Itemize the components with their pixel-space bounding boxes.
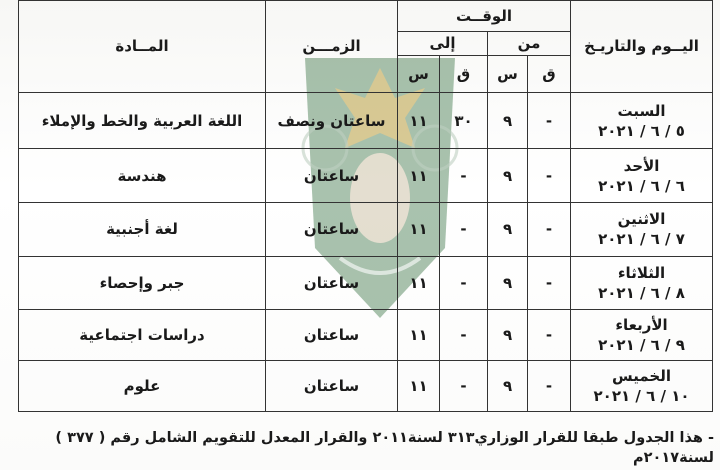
- to-minute-cell: -: [440, 256, 488, 309]
- duration-cell: ساعتان: [266, 256, 398, 309]
- to-minute-cell: -: [440, 203, 488, 256]
- to-minute-cell: ٣٠: [440, 92, 488, 148]
- from-minute-cell: -: [528, 309, 571, 360]
- to-hour-cell: ١١: [398, 256, 440, 309]
- duration-cell: ساعتان ونصف: [266, 92, 398, 148]
- to-hour-cell: ١١: [398, 360, 440, 411]
- duration-cell: ساعتان: [266, 203, 398, 256]
- header-subject: المــادة: [19, 1, 266, 93]
- footnote: - هذا الجدول طبقا للقرار الوزاري٣١٣ لسنة٢٠١١ والقرار المعدل للتقويم الشامل رقم ( ٣٧٧ ) لسنة٢٠١٧م: [55, 430, 714, 466]
- header-day-date: اليــوم والتاريـخ: [571, 1, 713, 93]
- header-from-hour: س: [488, 56, 528, 93]
- header-from: من: [488, 31, 571, 56]
- subject-cell: لغة أجنبية: [19, 203, 266, 256]
- header-duration: الزمـــن: [266, 1, 398, 93]
- from-hour-cell: ٩: [488, 92, 528, 148]
- table-row: [19, 309, 713, 360]
- subject-cell: علوم: [19, 360, 266, 411]
- to-hour-cell: ١١: [398, 149, 440, 203]
- day-date-cell: السبت ٥ / ٦ / ٢٠٢١: [571, 92, 713, 148]
- day-date-cell: الثلاثاء ٨ / ٦ / ٢٠٢١: [571, 256, 713, 309]
- day-date-cell: الأربعاء ٩ / ٦ / ٢٠٢١: [571, 309, 713, 360]
- header-to-hour: س: [398, 56, 440, 93]
- table-row: [19, 92, 713, 148]
- from-minute-cell: -: [528, 256, 571, 309]
- to-minute-cell: -: [440, 309, 488, 360]
- table-row: [19, 256, 713, 309]
- day-date-cell: الاثنين ٧ / ٦ / ٢٠٢١: [571, 203, 713, 256]
- from-hour-cell: ٩: [488, 149, 528, 203]
- from-minute-cell: -: [528, 149, 571, 203]
- from-hour-cell: ٩: [488, 256, 528, 309]
- header-to: إلى: [398, 31, 488, 56]
- subject-cell: اللغة العربية والخط والإملاء: [19, 92, 266, 148]
- from-minute-cell: -: [528, 203, 571, 256]
- duration-cell: ساعتان: [266, 149, 398, 203]
- from-hour-cell: ٩: [488, 360, 528, 411]
- subject-cell: دراسات اجتماعية: [19, 309, 266, 360]
- schedule-table: [18, 0, 713, 412]
- duration-cell: ساعتان: [266, 360, 398, 411]
- header-time: الوقــت: [398, 1, 571, 32]
- subject-cell: جبر وإحصاء: [19, 256, 266, 309]
- from-minute-cell: -: [528, 92, 571, 148]
- duration-cell: ساعتان: [266, 309, 398, 360]
- from-hour-cell: ٩: [488, 309, 528, 360]
- from-minute-cell: -: [528, 360, 571, 411]
- header-to-minute: ق: [440, 56, 488, 93]
- to-minute-cell: -: [440, 360, 488, 411]
- day-date-cell: الأحد ٦ / ٦ / ٢٠٢١: [571, 149, 713, 203]
- to-hour-cell: ١١: [398, 92, 440, 148]
- subject-cell: هندسة: [19, 149, 266, 203]
- table-row: [19, 203, 713, 256]
- table-row: [19, 149, 713, 203]
- from-hour-cell: ٩: [488, 203, 528, 256]
- day-date-cell: الخميس ١٠ / ٦ / ٢٠٢١: [571, 360, 713, 411]
- table-row: [19, 360, 713, 411]
- to-hour-cell: ١١: [398, 309, 440, 360]
- to-minute-cell: -: [440, 149, 488, 203]
- to-hour-cell: ١١: [398, 203, 440, 256]
- header-from-minute: ق: [528, 56, 571, 93]
